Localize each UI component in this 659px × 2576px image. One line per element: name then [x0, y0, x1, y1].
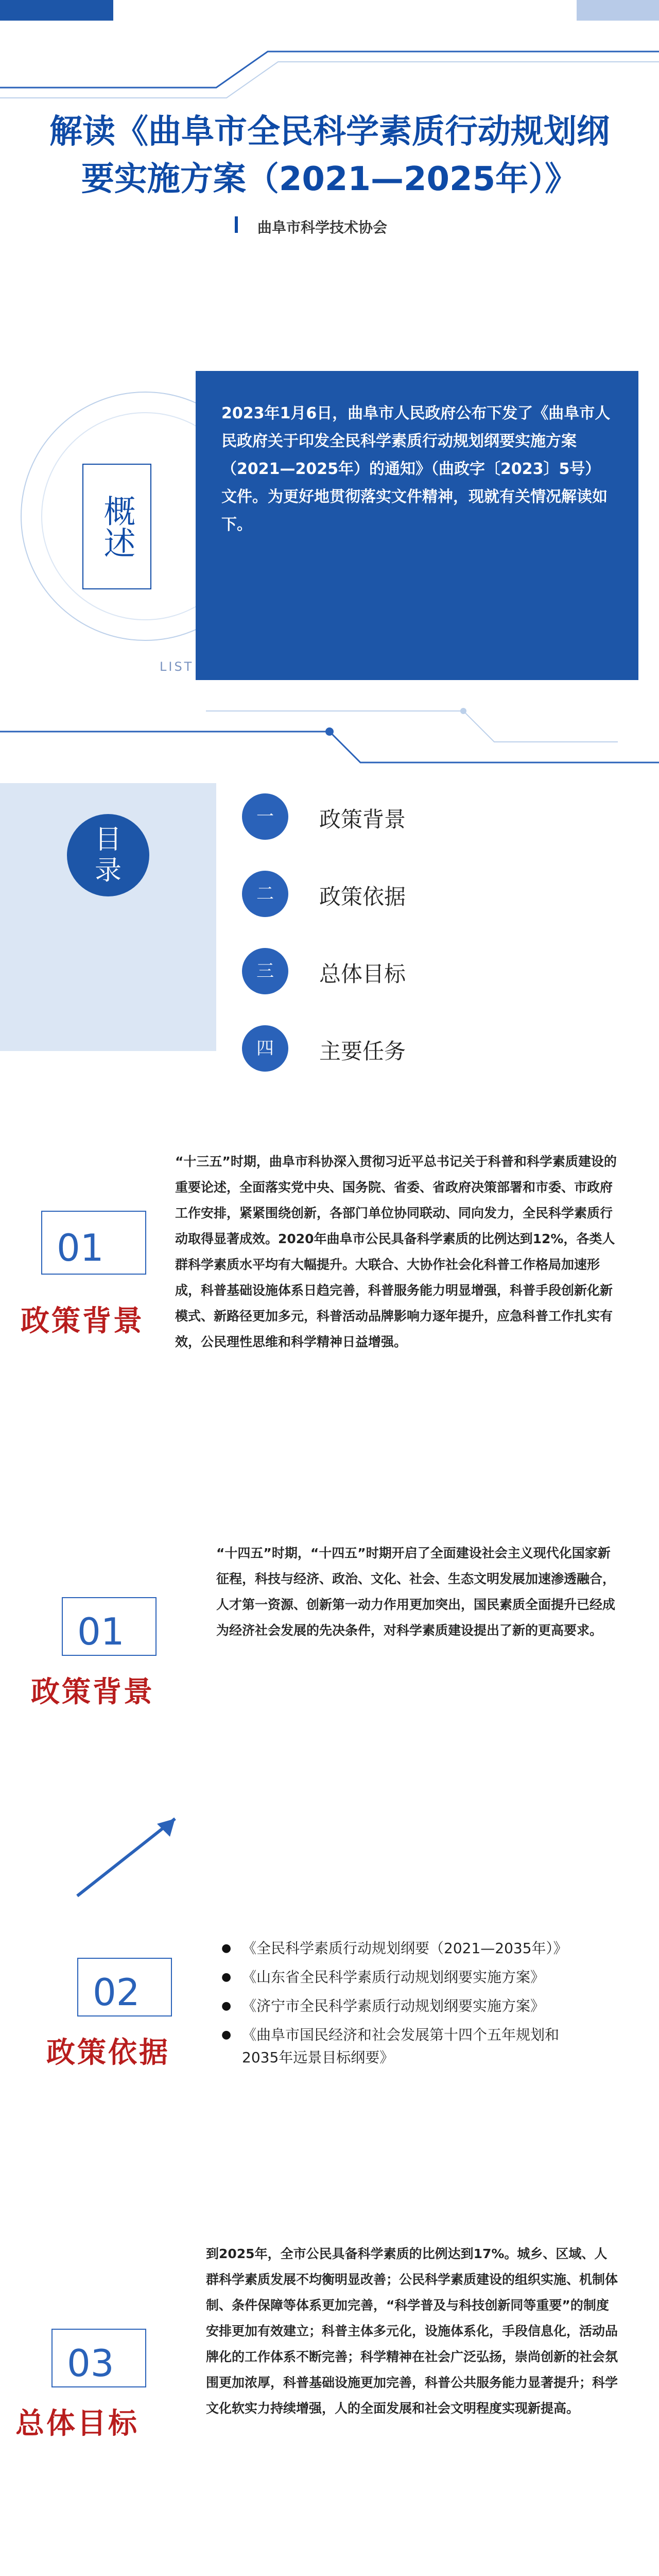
top-left-decoration	[0, 0, 113, 21]
toc-item-label: 主要任务	[319, 1039, 406, 1064]
page-title	[41, 108, 618, 203]
section3-arrow-decoration	[72, 1814, 196, 1901]
section2-title: 政策背景	[31, 1675, 154, 1709]
section3-number: 02	[93, 1971, 140, 2014]
toc-item-number: 三	[242, 948, 288, 994]
header-line-decoration	[0, 21, 659, 103]
toc-item-label: 政策背景	[319, 807, 406, 832]
section4-number: 03	[67, 2342, 114, 2385]
list-item: ● 《曲阜市国民经济和社会发展第十四个五年规划和2035年远景目标纲要》	[221, 2024, 592, 2069]
section3-basis-list	[221, 1937, 592, 2075]
list-item: ● 《济宁市全民科学素质行动规划纲要实施方案》	[221, 1995, 592, 2018]
page-title-line2: 要实施方案（2021—2025年）》	[81, 160, 578, 198]
section2-number: 01	[77, 1610, 125, 1653]
org-bar-decoration	[235, 216, 238, 233]
overview-label: 概述	[82, 464, 151, 589]
toc-item-number: 四	[242, 1025, 288, 1072]
section4-text: 到2025年，全市公民具备科学素质的比例达到17%。城乡、区域、人群科学素质发展不均衡明显改善；公民科学素质建设的组织实施、机制体制、条件保障等体系更加完善，“科学普及与科技创新同等重要”的制度安排更加有效建立；科普主体多元化，设施体系化，手段信息化，活动品牌化的工作体系不断完善；科学精神在社会广泛弘扬，崇尚创新的社会氛围更加浓厚，科普基础设施更加完善，科普公共服务能力显著提升；科学文化软实力持续增强，人的全面发展和社会文明程度实现新提高。	[206, 2246, 618, 2416]
section3-title: 政策依据	[46, 2036, 170, 2070]
list-item: ● 《山东省全民科学素质行动规划纲要实施方案》	[221, 1966, 592, 1989]
toc-label-line1: 目	[94, 824, 122, 855]
page-title-line1: 解读《曲阜市全民科学素质行动规划纲	[49, 113, 610, 151]
toc-item-label: 政策依据	[319, 884, 406, 909]
section1-number: 01	[57, 1226, 104, 1269]
section2-text: “十四五”时期，“十四五”时期开启了全面建设社会主义现代化国家新征程，科技与经济、政治、文化、社会、生态文明发展加速渗透融合，人才第一资源、创新第一动力作用更加突出，国民素质全面提升已经成为经济社会发展的先决条件，对科学素质建设提出了新的更高要求。	[216, 1546, 616, 1638]
list-item: ● 《全民科学素质行动规划纲要（2021—2035年）》	[221, 1937, 592, 1960]
overview-label-en: LIST	[160, 659, 194, 674]
section1-text: “十三五”时期，曲阜市科协深入贯彻习近平总书记关于科普和科学素质建设的重要论述，全面落实党中央、国务院、省委、省政府决策部署和市委、市政府工作安排，紧紧围绕创新，各部门单位协同联动、同向发力，全民科学素质行动取得显著成效。2020年曲阜市公民具备科学素质的比例达到12%，各类人群科学素质水平均有大幅提升。大联合、大协作社会化科普工作格局加速形成，科普基础设施体系日趋完善，科普服务能力明显增强，科普手段创新化新模式、新路径更加多元，科普活动品牌影响力逐年提升，应急科普工作扎实有效，公民理性思维和科学精神日益增强。	[175, 1154, 617, 1349]
toc-label-line2: 录	[94, 855, 122, 886]
organization-name: 曲阜市科学技术协会	[257, 219, 388, 236]
overview-text-box: 2023年1月6日，曲阜市人民政府公布下发了《曲阜市人民政府关于印发全民科学素质行动规划纲要实施方案（2021—2025年）的通知》（曲政字〔2023〕5号）文件。为更好地贯彻落实文件精神，现就有关情况解读如下。	[196, 371, 638, 680]
toc-item-label: 总体目标	[319, 961, 406, 987]
section4-title: 总体目标	[15, 2407, 139, 2441]
overview-circuit-decoration	[0, 701, 659, 778]
toc-item-number: 二	[242, 871, 288, 917]
toc-item-number: 一	[242, 793, 288, 840]
section1-title: 政策背景	[21, 1304, 144, 1338]
toc-label	[67, 814, 149, 896]
top-right-decoration	[577, 0, 659, 21]
